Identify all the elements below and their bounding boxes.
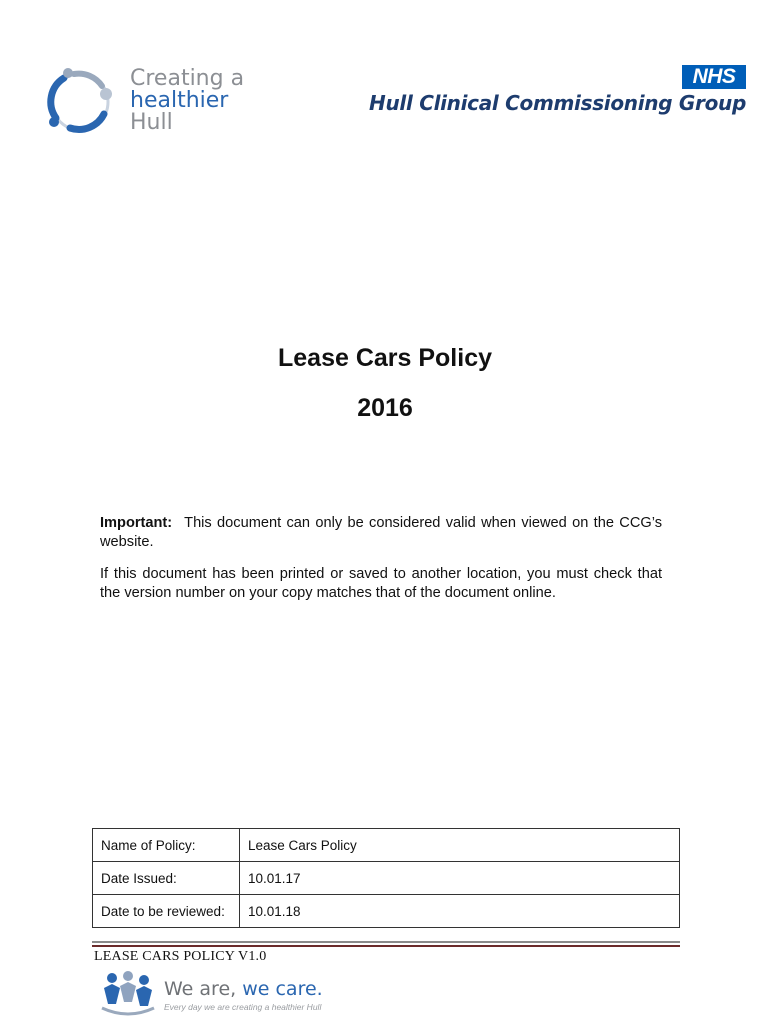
- logo-line-3: Hull: [130, 110, 173, 135]
- footer-divider-accent: [92, 945, 680, 947]
- people-group-icon: [98, 968, 158, 1022]
- table-cell-value: Lease Cars Policy: [240, 829, 680, 862]
- table-cell-value: 10.01.17: [240, 862, 680, 895]
- footer-tagline: Every day we are creating a healthier Hull: [164, 1002, 322, 1012]
- print-notice: If this document has been printed or saved to another location, you must check that the version number on your copy matches that of the document online.: [100, 566, 662, 601]
- logo-line-2: healthier: [130, 88, 229, 113]
- footer-slogan: [164, 978, 323, 1000]
- document-title: Lease Cars Policy: [277, 344, 492, 372]
- footer-divider: [92, 941, 680, 943]
- table-row: [93, 895, 680, 928]
- ccg-name: Hull Clinical Commissioning Group: [369, 91, 746, 115]
- important-label: Important:: [100, 515, 173, 531]
- important-notice: [100, 514, 662, 552]
- table-cell-value: 10.01.18: [240, 895, 680, 928]
- table-cell-label: Date to be reviewed:: [93, 895, 240, 928]
- circle-people-logo-icon: [34, 62, 126, 142]
- logo-line-1: Creating a: [130, 66, 245, 91]
- we-care-logo: [98, 968, 358, 1022]
- logo-wordmark: [130, 68, 244, 134]
- important-text: This document can only be considered valid when viewed on the CCG’s website.: [100, 515, 662, 550]
- table-cell-label: Name of Policy:: [93, 829, 240, 862]
- document-year: 2016: [357, 394, 413, 422]
- slogan-start: We are,: [164, 978, 237, 1000]
- slogan-accent: we care.: [242, 978, 323, 1000]
- policy-details-table: [92, 828, 680, 928]
- table-row: [93, 862, 680, 895]
- table-row: [93, 829, 680, 862]
- creating-healthier-hull-logo: [34, 62, 264, 142]
- table-cell-label: Date Issued:: [93, 862, 240, 895]
- footer-running-title: LEASE CARS POLICY V1.0: [94, 949, 267, 964]
- nhs-logo: NHS: [682, 65, 746, 89]
